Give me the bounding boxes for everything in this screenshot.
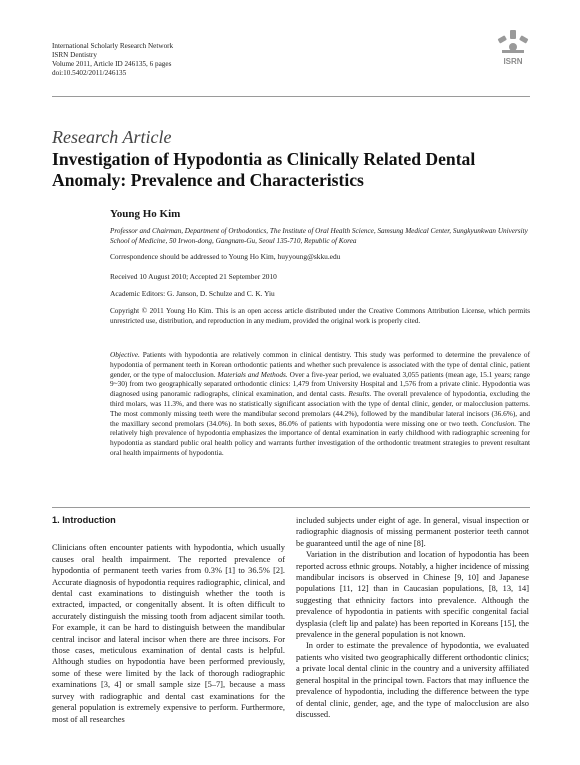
author-name: Young Ho Kim bbox=[110, 208, 181, 220]
journal-volume: Volume 2011, Article ID 246135, 6 pages bbox=[52, 60, 172, 68]
body-column-left bbox=[52, 515, 285, 725]
abstract-conclusion-label: Conclusion. bbox=[481, 418, 517, 428]
body-paragraph: included subjects under eight of age. In general, visual inspection or radiographic diagnosis of missing permanent posterior teeth cannot be guaranteed until the age of nine [8]. bbox=[296, 516, 529, 548]
section-heading-introduction: 1. Introduction bbox=[52, 515, 116, 525]
body-paragraph: In order to estimate the prevalence of hypodontia, we evaluated patients who visited two geographically different orthodontic clinics; a private local dental clinic in the country and a university affiliated general hospital in the principal town. Factors that may influence the prevalence of hypodontia, including the difference between the type of dental clinic, gender, age, and the type of malocclusion are also discussed. bbox=[296, 641, 529, 719]
author-affiliation: Professor and Chairman, Department of Orthodontics, The Institute of Oral Health Science, Samsung Medical Center, Sungkyunkwan University School of Medicine, 50 Irwon-dong, Gangnam-Gu, Seoul 135-710, Republic of Korea bbox=[110, 227, 528, 245]
journal-info bbox=[52, 42, 352, 78]
abstract-objective: Patients with hypodontia are relatively common in clinical dentistry. This study was performed to determine the prevalence of hypodontia of permanent teeth in Korean orthodontic patients and whether such prevalence is associated with the type of dental clinic, patient gender, or the type of malocclusion. bbox=[110, 350, 530, 379]
abstract-objective-label: Objective. bbox=[110, 350, 140, 359]
paper-title: Investigation of Hypodontia as Clinically Related Dental Anomaly: Prevalence and Characteristics bbox=[52, 149, 476, 190]
isrn-logo-icon bbox=[492, 28, 534, 68]
abstract-methods: Over a five-year period, we evaluated 3,055 patients (mean age, 15.1 years; range 9~30) from two geographically separated orthodontic clinics: 1,479 from University Hospital and 1,576 from a private clinic. Hypodontia was diagnosed using panoramic radiographs, clinical examination, and dental casts. bbox=[110, 369, 530, 399]
academic-editors: Academic Editors: G. Janson, D. Schulze and C. K. Yiu bbox=[110, 289, 275, 298]
body-paragraph: Clinicians often encounter patients with hypodontia, which usually causes oral health impairment. The reported prevalence of hypodontia of permanent teeth varies from 0.3% [1] to 36.5% [2]. Accurate diagnosis of hypodontia requires radiographic, clinical, and dental cast examinations to distinguish whether the tooth is extracted, impacted, or congenitally absent. It is often difficult to accurately distinguish the missing tooth from adjacent similar tooth. For example, it can be hard to distinguish between the mandibular central incisor and lateral incisor when there are three incisors. For those cases, meticulous examination of dental casts is helpful. Although studies on hypodontia have been performed previously, some of these were limited by the lack of thorough radiographic examinations [3, 4] or small sample size [5–7], because a mass survey with radiographic and dental cast examinations for the general population is extremely expensive to perform. Furthermore, most of all researches bbox=[52, 543, 285, 724]
abstract-results-label: Results. bbox=[348, 389, 372, 399]
abstract bbox=[110, 350, 530, 458]
body-paragraph: Variation in the distribution and location of hypodontia has been reported across ethnic groups. Notably, a higher incidence of missing mandibular incisors is observed in Chinese [9, 10] and Japanese populations [11, 12] than in Caucasian populations, [8, 13, 14] suggesting that ethnicity factors into prevalence. Although the prevalence of hypodontia in patients with specific congenital facial dysplasia (cleft lip and palate) has been reported in Koreans [15], the prevalence in the general population is not known. bbox=[296, 550, 529, 640]
received-accepted-dates: Received 10 August 2010; Accepted 21 September 2010 bbox=[110, 272, 277, 281]
abstract-conclusion: The relatively high prevalence of hypodontia emphasizes the importance of dental examination in early childhood with radiographic screening for hypodontia as standard public oral health policy and warrants further investigation of the orthodontic treatment strategies to prevent resultant oral health impairments of hypodontia. bbox=[110, 418, 530, 457]
header-divider bbox=[52, 96, 530, 97]
abstract-results: The overall prevalence of hypodontia, excluding the third molars, was 11.3%, and there was no statistically significant association with the type of dental clinic, gender, or malocclusion patterns. The most commonly missing teeth were the mandibular second premolars (44.2%), followed by the mandibular lateral incisors (36.6%), and the maxillary second premolars (34.0%). In both sexes, 86.0% of patients with hypodontia were missing one or two teeth. bbox=[110, 389, 531, 428]
correspondence: Correspondence should be addressed to Young Ho Kim, huyyoung@skku.edu bbox=[110, 252, 341, 261]
svg-text:ISRN: ISRN bbox=[503, 57, 523, 66]
copyright-notice: Copyright © 2011 Young Ho Kim. This is an open access article distributed under the Creative Commons Attribution License, which permits unrestricted use, distribution, and reproduction in any medium, provided the original work is properly cited. bbox=[110, 307, 530, 325]
abstract-divider bbox=[52, 507, 530, 508]
journal-name: ISRN Dentistry bbox=[52, 51, 97, 59]
article-type: Research Article bbox=[52, 127, 172, 147]
abstract-methods-label: Materials and Methods. bbox=[217, 369, 288, 379]
journal-network: International Scholarly Research Network bbox=[52, 42, 174, 50]
journal-doi: doi:10.5402/2011/246135 bbox=[52, 69, 127, 77]
body-column-right bbox=[296, 515, 529, 720]
